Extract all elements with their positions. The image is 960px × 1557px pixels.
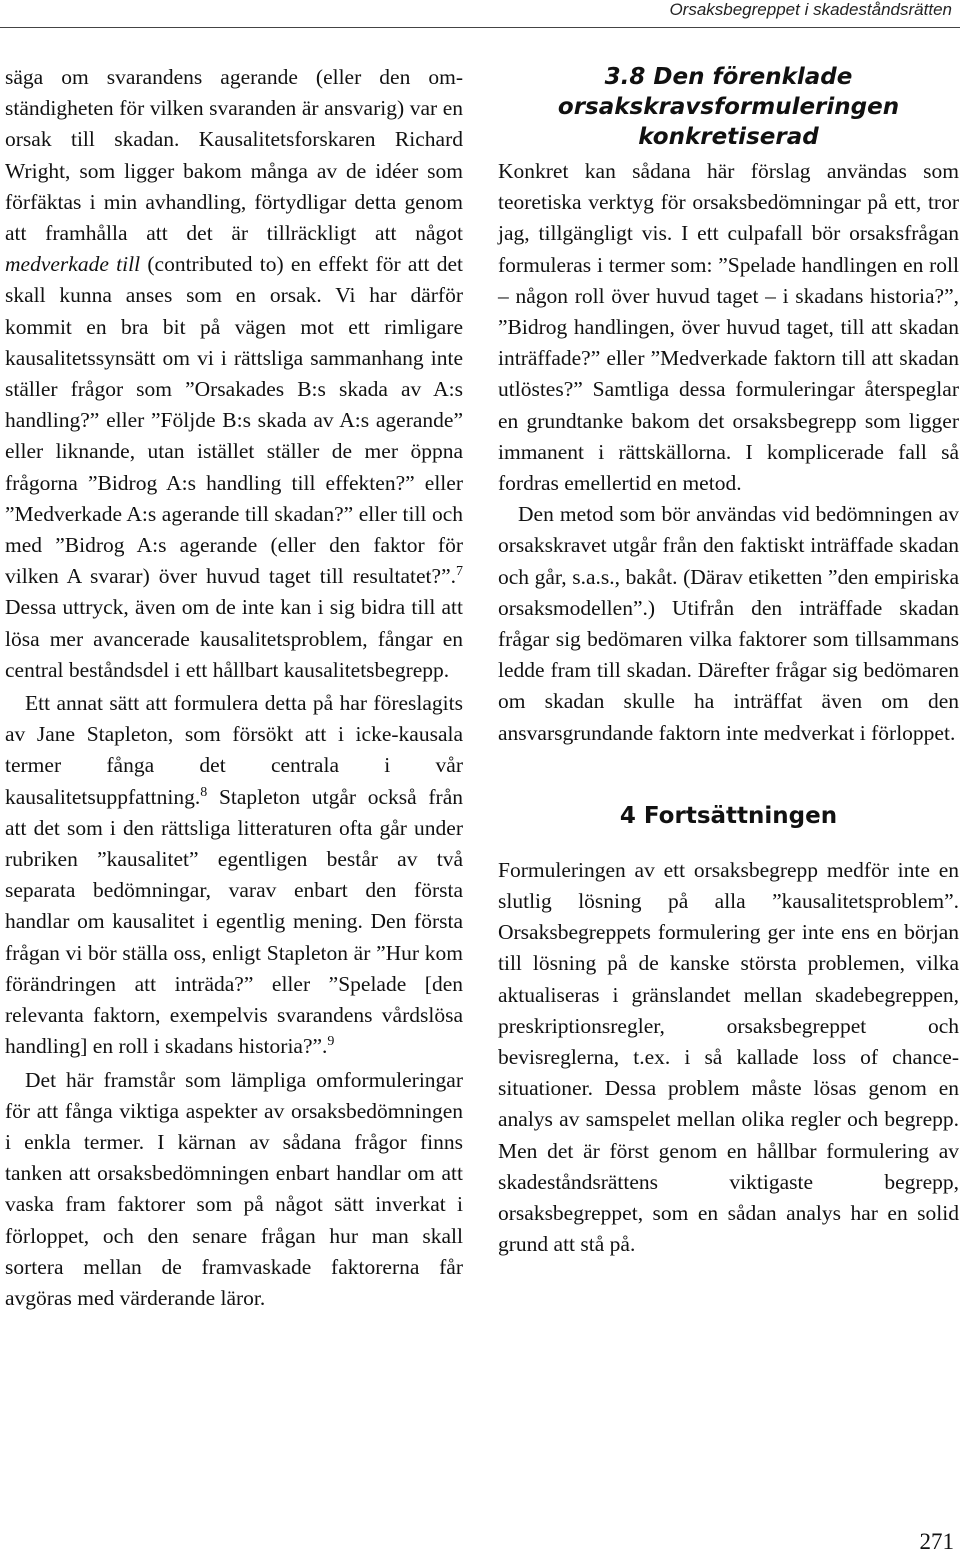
right-paragraph-1: Konkret kan sådana här förslag användas som teoretiska verktyg för orsaksbedömningar på ett, tror jag, tillgängligt vis. I ett culpafall bör orsaksfrågan formuleras i termer som: ”Spelade handlingen en roll – någon roll över huvud taget – i skadans historia?”, ”Bidrog handlingen, över huvud taget, till att skadan inträffade?” eller ”Medverkade faktorn till att skadan utlöstes?” Samtliga dessa formuleringar återspeglar en grundtanke bakom det orsaksbegrepp som ligger immanent i rättskällorna. I komplicerade fall så fordras emellertid en metod. — [498, 159, 959, 496]
left-paragraph-1 — [5, 62, 463, 686]
left-p1-text-a: säga om svarandens agerande (eller den om-ständigheten för vilken svaranden är ansvarig) var en orsak till skadan. Kausalitetsforskaren Richard Wright, som ligger bakom många av de idéer som förfäktas i min avhandling, förtydligar detta genom att framhålla att det är tillräckligt att något — [5, 65, 463, 246]
right-column — [498, 62, 959, 1261]
left-p2-text-b: Stapleton utgår också från att det som i den rättsliga litteraturen ofta går under rubriken ”kausalitet” egentligen består av två separata bedömningar, varav enbart den första handlar om kausalitet i egentlig mening. Den första frågan vi bör ställa oss, enligt Stapleton är ”Hur kom förändringen att inträda?” eller ”Spelade [den relevanta faktorn, exempelvis svarandens vårdslösa handling] en roll i skadans historia?”. — [5, 784, 463, 1059]
section-heading-4: 4 Fortsättningen — [619, 802, 838, 829]
left-p1-text-b: (contributed to) en effekt för att det skall kunna anses som en orsak. Vi har därför kommit en bra bit på vägen mot ett rimligare kausalitetssynsätt om vi i rättsliga sammanhang inte ställer frågor som ”Orsakades B:s skada av A:s handling?” eller ”Följde B:s skada av A:s agerande” eller liknande, utan istället ställer de mer öppna frågorna ”Bidrog A:s handling till effekten?” eller ”Medverkade A:s agerande till skadan?” eller till och med ”Bidrog A:s agerande (eller den faktor för vilken A svarar) över huvud taget till resultatet?”. — [5, 252, 463, 589]
page-number: 271 — [919, 1529, 954, 1554]
running-head: Orsaksbegreppet i skadeståndsrätten — [669, 0, 952, 19]
left-column — [5, 62, 463, 1314]
left-p2-text-a: Ett annat sätt att formulera detta på har föreslagits av Jane Stapleton, som försökt att i icke-kausala termer fånga det centrala i vår kausalitetsuppfattning. — [5, 691, 463, 809]
left-paragraph-2 — [5, 688, 463, 1062]
footnote-ref-9[interactable]: 9 — [327, 1034, 335, 1050]
section-heading-3-8: 3.8 Den förenklade orsakskravsformuleringen konkretiserad — [557, 64, 900, 150]
header-rule — [0, 27, 960, 28]
footnote-ref-8[interactable]: 8 — [200, 784, 208, 800]
footnote-ref-7[interactable]: 7 — [456, 564, 463, 580]
left-p1-text-c: Dessa uttryck, även om de inte kan i sig bidra till att lösa mer avancerade kausalitetsproblem, fångar en central beståndsdel i ett hållbart kausalitetsbegrepp. — [5, 595, 463, 682]
left-paragraph-3: Det här framstår som lämpliga omformuleringar för att fånga viktiga aspekter av orsaksbedömningen i enkla termer. I kärnan av sådana frågor finns tanken att orsaksbedömningen enbart handlar om att vaska fram faktorer som på något sätt inverkat i förloppet, och den senare frågan hur man skall sortera mellan de framvaskade faktorerna får avgöras med värderande läror. — [5, 1067, 463, 1310]
right-paragraph-2: Den metod som bör användas vid bedömningen av orsakskravet utgår från den faktiskt inträffade skadan och går, s.a.s., bakåt. (Därav etiketten ”den empiriska orsaksmodellen”.) Utifrån den inträffade skadan frågar sig bedömaren vilka faktorer som tillsammans ledde fram till skadan. Därefter frågar sig bedömaren om skadan skulle ha inträffat även om den ansvarsgrundande faktorn inte medverkat i förloppet. — [498, 502, 959, 745]
right-paragraph-3: Formuleringen av ett orsaksbegrepp medför inte en slutlig lösning på alla ”kausalitetsproblem”. Orsaksbegreppets formulering ger inte ens en början till lösning på de kanske största problemen, vilka aktualiseras i gränslandet mellan skadebegreppen, preskriptionsregler, orsaksbegreppet och bevisreglerna, t.ex. i så kallade loss of chance-situationer. Dessa problem måste lösas genom en analys av samspelet mellan olika regler och begrepp. Men det är först genom en hållbar formulering av skadeståndsrättens viktigaste begrepp, orsaksbegreppet, som en sådan analys har en solid grund att stå på. — [498, 857, 959, 1257]
left-p1-emphasis: medverkade till — [5, 252, 141, 277]
